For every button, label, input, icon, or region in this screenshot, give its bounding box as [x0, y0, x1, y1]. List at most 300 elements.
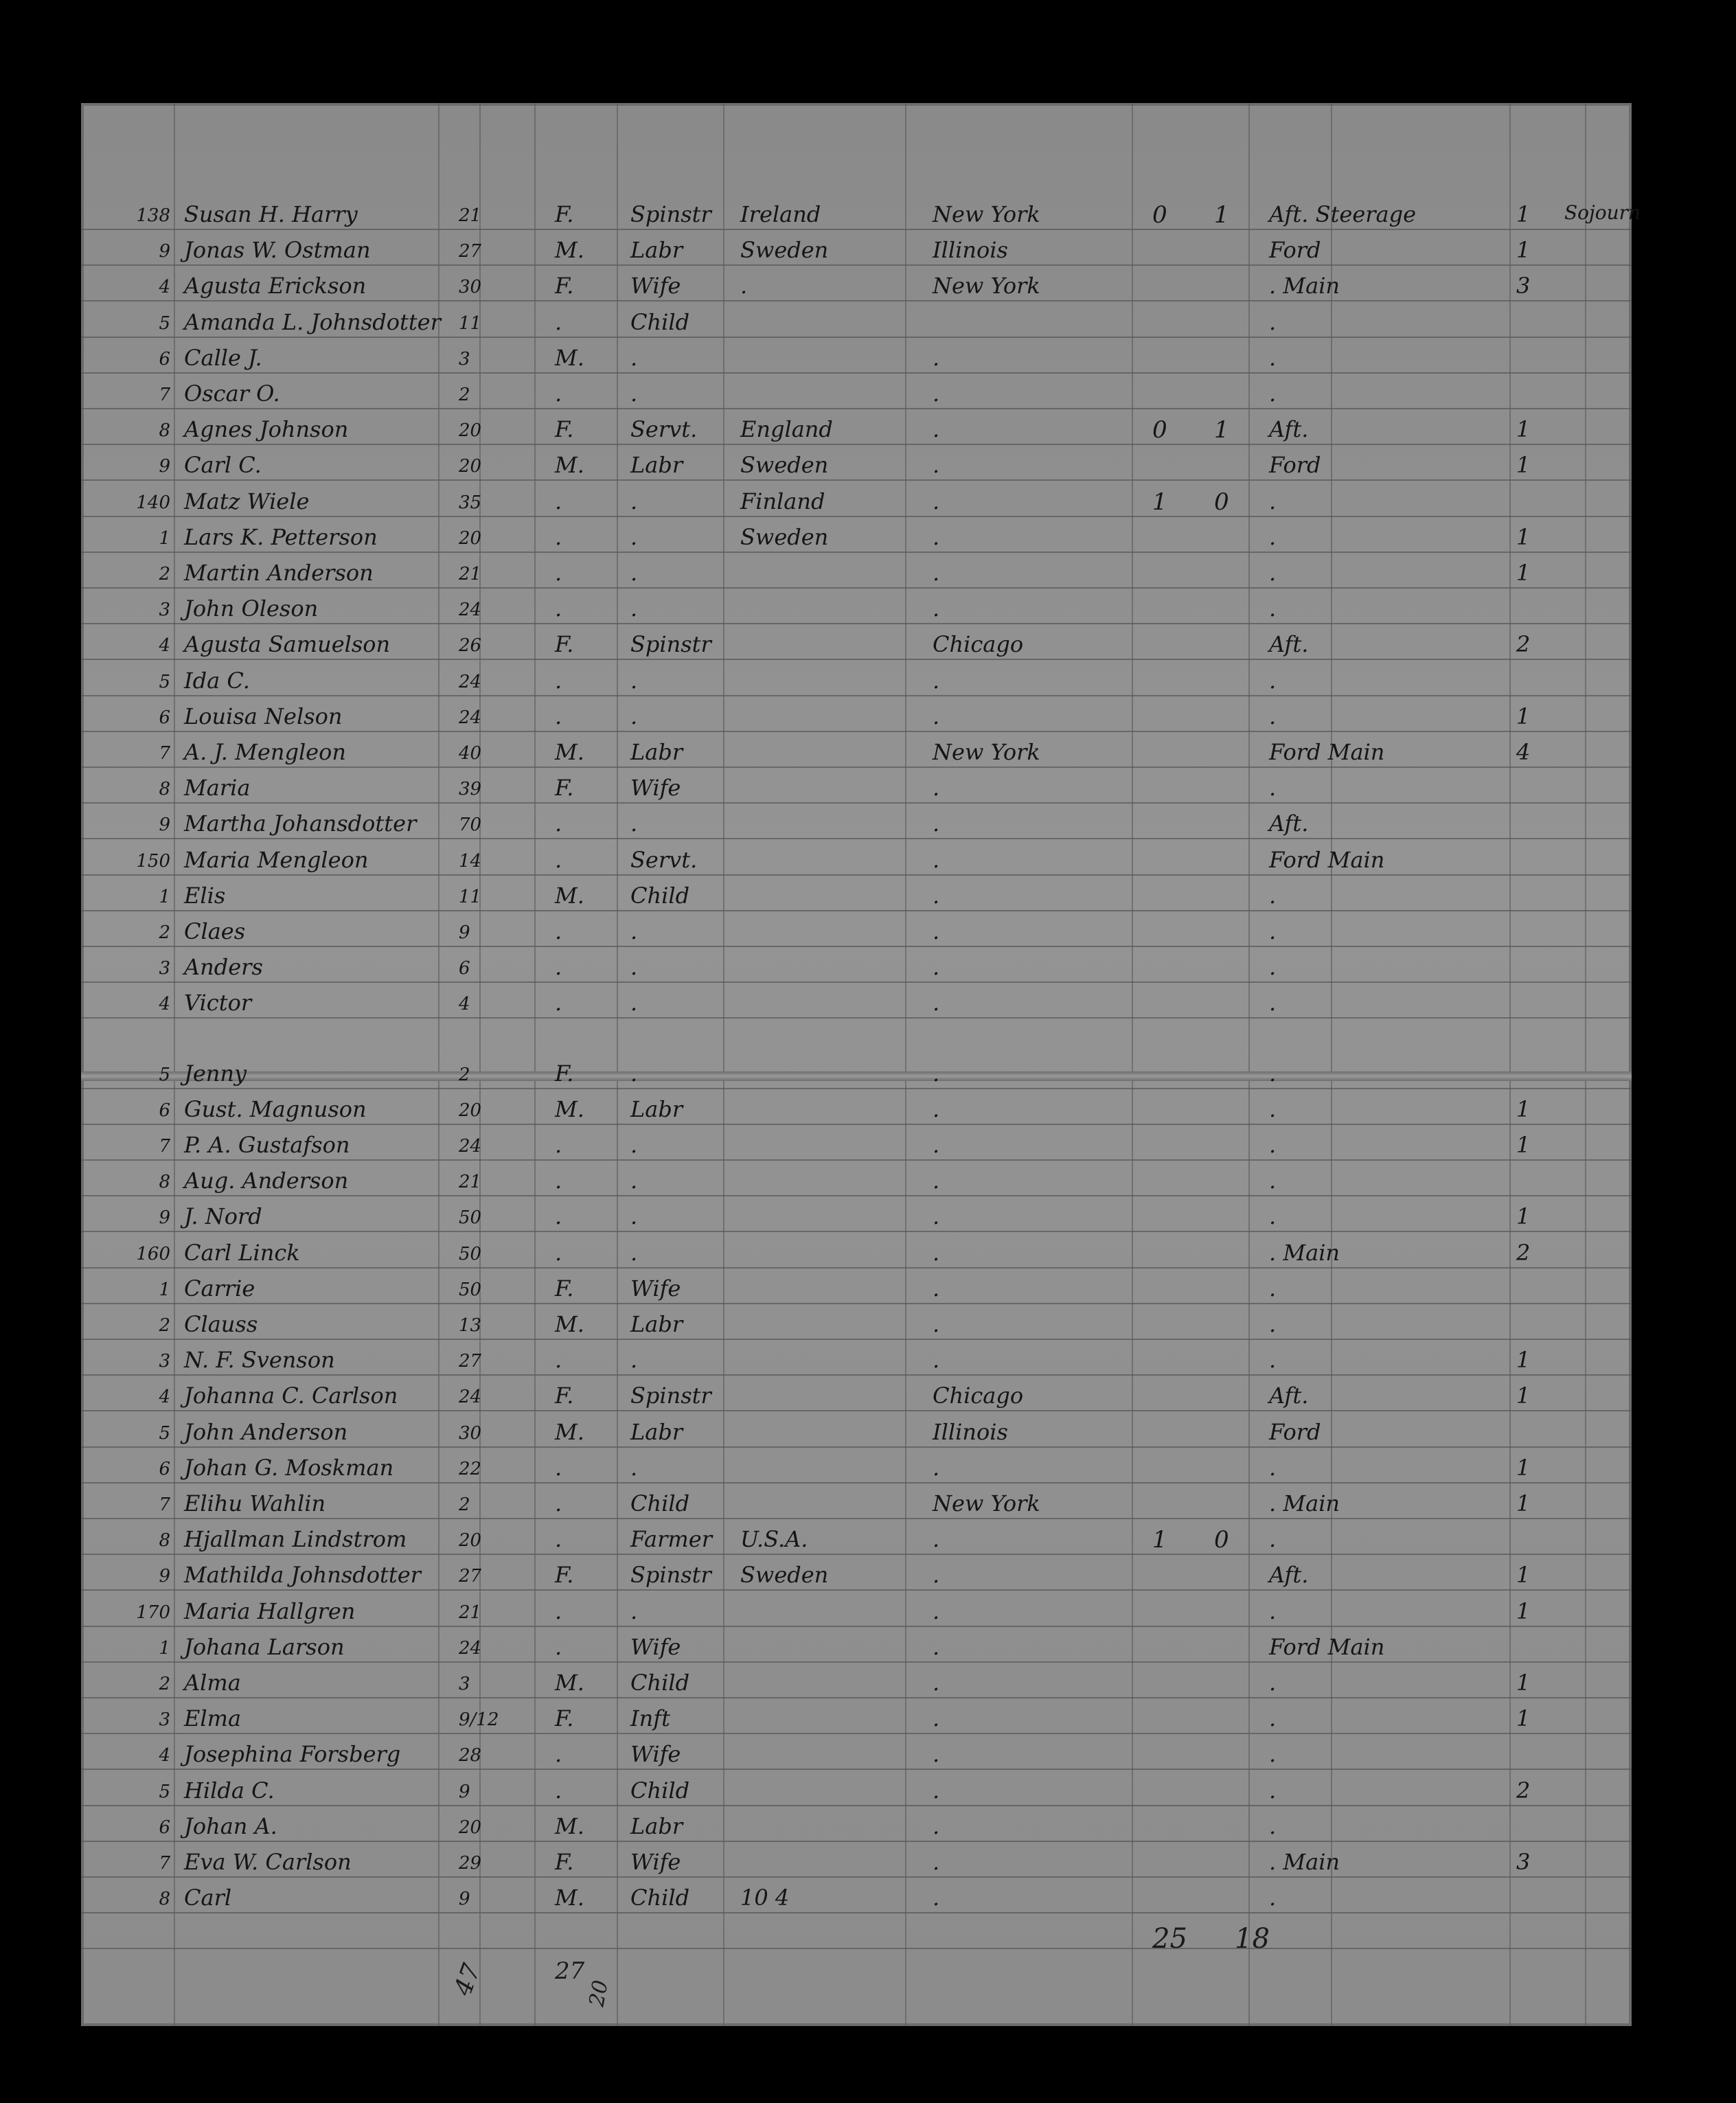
passenger-occupation: Child [630, 1670, 690, 1696]
passenger-destination: . [933, 775, 940, 802]
passenger-destination: . [933, 846, 940, 873]
margin-mark-center-b: 20 [584, 1978, 613, 2009]
passenger-destination: . [933, 918, 940, 944]
passenger-name: Jonas W. Ostman [184, 237, 371, 264]
passenger-destination: Chicago [933, 1383, 1024, 1409]
count-a: 1 [1152, 488, 1167, 516]
baggage-pieces: 3 [1516, 1849, 1531, 1875]
passenger-class: . [1269, 882, 1277, 909]
passenger-age: 24 [459, 707, 482, 728]
passenger-sex: . [555, 1777, 562, 1804]
row-number: 7 [159, 1853, 170, 1874]
passenger-occupation: Wife [630, 273, 681, 299]
passenger-sex: . [555, 1633, 562, 1660]
passenger-destination: . [933, 416, 940, 443]
passenger-class: . [1269, 1132, 1277, 1158]
passenger-occupation: . [630, 954, 638, 981]
passenger-age: 21 [459, 205, 482, 226]
passenger-class: . [1269, 1203, 1277, 1230]
passenger-destination: New York [933, 739, 1040, 765]
passenger-name: Agusta Samuelson [184, 631, 391, 658]
passenger-occupation: . [630, 703, 638, 729]
row-number: 8 [159, 1172, 170, 1193]
passenger-name: Hilda C. [184, 1777, 275, 1804]
table-row [81, 196, 1641, 231]
passenger-destination: . [933, 882, 940, 909]
passenger-name: Ida C. [184, 667, 250, 694]
passenger-sex: . [555, 380, 562, 407]
passenger-class: . [1269, 560, 1277, 586]
passenger-sex: F. [555, 631, 574, 658]
passenger-class: . [1269, 1311, 1277, 1337]
passenger-destination: . [933, 1239, 940, 1266]
passenger-occupation: Labr [630, 1311, 683, 1337]
passenger-age: 20 [459, 1100, 482, 1121]
passenger-name: Anders [184, 954, 263, 981]
passenger-name: Martin Anderson [184, 560, 374, 586]
passenger-occupation: . [630, 595, 638, 622]
passenger-age: 70 [459, 815, 482, 836]
passenger-sex: F. [555, 1060, 574, 1087]
passenger-class: . [1269, 1275, 1277, 1301]
row-number: 3 [159, 1351, 170, 1372]
passenger-name: Maria Hallgren [184, 1598, 356, 1624]
passenger-class: . [1269, 1812, 1277, 1839]
passenger-occupation: Spinstr [630, 631, 711, 658]
row-number: 8 [159, 1530, 170, 1551]
passenger-sex: F. [555, 201, 574, 227]
passenger-destination: . [933, 488, 940, 514]
passenger-sex: M. [555, 739, 584, 765]
passenger-occupation: Labr [630, 452, 683, 479]
passenger-name: A. J. Mengleon [184, 739, 346, 765]
passenger-sex: F. [555, 1562, 574, 1589]
passenger-age: 27 [459, 241, 482, 262]
passenger-occupation: . [630, 523, 638, 550]
passenger-sex: . [555, 1454, 562, 1481]
passenger-class: . Main [1269, 273, 1340, 299]
row-number: 5 [159, 312, 170, 334]
passenger-destination: . [933, 1168, 940, 1194]
passenger-class: . Main [1269, 1490, 1340, 1516]
table-row [81, 1413, 1632, 1449]
passenger-sex: F. [555, 775, 574, 802]
passenger-class: . [1269, 1347, 1277, 1374]
table-row [81, 626, 1632, 661]
passenger-occupation: . [630, 488, 638, 514]
row-number: 6 [159, 348, 170, 370]
passenger-class: Aft. [1269, 810, 1309, 837]
passenger-occupation: Labr [630, 1095, 683, 1122]
passenger-name: Johan A. [184, 1812, 277, 1839]
passenger-destination: . [933, 1203, 940, 1230]
row-number: 4 [159, 277, 170, 298]
passenger-age: 28 [459, 1745, 482, 1766]
passenger-destination: . [933, 1275, 940, 1301]
passenger-age: 30 [459, 277, 482, 298]
passenger-destination: . [933, 703, 940, 729]
passenger-destination: Illinois [933, 237, 1008, 264]
passenger-name: Mathilda Johnsdotter [184, 1562, 421, 1589]
row-number: 6 [159, 707, 170, 728]
passenger-sex: . [555, 1132, 562, 1158]
row-number: 4 [159, 1745, 170, 1766]
passenger-destination: . [933, 452, 940, 479]
row-number: 7 [159, 743, 170, 764]
passenger-country: U.S.A. [740, 1526, 808, 1553]
table-row [81, 877, 1632, 913]
passenger-name: John Anderson [184, 1418, 348, 1445]
passenger-sex: . [555, 488, 562, 514]
baggage-pieces: 1 [1516, 237, 1531, 264]
passenger-destination: . [933, 1526, 940, 1553]
row-number: 3 [159, 958, 170, 979]
passenger-age: 11 [459, 886, 482, 907]
passenger-destination: . [933, 1060, 940, 1087]
table-row [81, 913, 1632, 948]
passenger-occupation: Child [630, 882, 690, 909]
row-number: 5 [159, 1781, 170, 1802]
table-row [81, 734, 1632, 769]
passenger-class: . [1269, 1095, 1277, 1122]
passenger-class: . Main [1269, 1239, 1340, 1266]
passenger-sex: . [555, 1203, 562, 1230]
passenger-destination: . [933, 1741, 940, 1768]
passenger-destination: . [933, 1705, 940, 1732]
passenger-sex: . [555, 1239, 562, 1266]
row-number: 7 [159, 1136, 170, 1157]
table-row [81, 1879, 1632, 1915]
passenger-name: Carl [184, 1885, 232, 1911]
table-row [81, 1306, 1632, 1341]
passenger-sex: . [555, 918, 562, 944]
passenger-name: Aug. Anderson [184, 1168, 349, 1194]
table-row [81, 1736, 1632, 1771]
row-number: 8 [159, 1889, 170, 1910]
passenger-class: . [1269, 703, 1277, 729]
row-number: 7 [159, 1494, 170, 1515]
passenger-occupation: Inft [630, 1705, 670, 1732]
table-row [81, 590, 1632, 626]
passenger-age: 13 [459, 1315, 482, 1336]
passenger-sex: M. [555, 1670, 584, 1696]
passenger-age: 50 [459, 1279, 482, 1300]
passenger-name: Victor [184, 990, 252, 1016]
table-row [81, 519, 1632, 554]
passenger-age: 24 [459, 1136, 482, 1157]
table-row [81, 984, 1632, 1020]
passenger-destination: New York [933, 273, 1040, 299]
passenger-sex: . [555, 990, 562, 1016]
passenger-age: 24 [459, 671, 482, 692]
passenger-age: 3 [459, 1674, 470, 1694]
row-number: 4 [159, 1387, 170, 1408]
row-number: 3 [159, 1709, 170, 1731]
passenger-occupation: Spinstr [630, 1562, 711, 1589]
table-row [81, 1664, 1632, 1700]
passenger-occupation: Spinstr [630, 1383, 711, 1409]
passenger-name: Maria Mengleon [184, 846, 369, 873]
baggage-pieces: 1 [1516, 1490, 1531, 1516]
passenger-occupation: Spinstr [630, 201, 711, 227]
passenger-age: 39 [459, 779, 482, 800]
passenger-occupation: . [630, 1060, 638, 1087]
passenger-age: 2 [459, 1064, 470, 1085]
passenger-destination: . [933, 1885, 940, 1911]
row-number: 140 [136, 492, 170, 513]
count-b: 0 [1214, 1526, 1229, 1554]
passenger-name: Josephina Forsberg [184, 1741, 401, 1768]
passenger-occupation: Wife [630, 1275, 681, 1301]
passenger-sex: F. [555, 1849, 574, 1875]
passenger-destination: . [933, 1095, 940, 1122]
table-row [81, 1843, 1632, 1879]
baggage-pieces: 3 [1516, 273, 1531, 299]
passenger-destination: . [933, 1633, 940, 1660]
passenger-age: 24 [459, 1637, 482, 1659]
table-row [81, 231, 1632, 267]
passenger-sex: . [555, 1598, 562, 1624]
passenger-occupation: Wife [630, 1633, 681, 1660]
passenger-name: Carrie [184, 1275, 255, 1301]
passenger-sex: M. [555, 1812, 584, 1839]
passenger-sex: M. [555, 1418, 584, 1445]
row-number: 150 [136, 850, 170, 872]
passenger-name: Elihu Wahlin [184, 1490, 326, 1516]
passenger-destination: Illinois [933, 1418, 1008, 1445]
passenger-age: 4 [459, 994, 470, 1015]
passenger-occupation: . [630, 380, 638, 407]
passenger-age: 35 [459, 492, 482, 513]
passenger-destination: . [933, 990, 940, 1016]
row-number: 1 [159, 886, 170, 907]
passenger-occupation: . [630, 1203, 638, 1230]
count-b: 1 [1214, 201, 1229, 229]
passenger-destination: . [933, 954, 940, 981]
passenger-class: . [1269, 523, 1277, 550]
passenger-class: . [1269, 1777, 1277, 1804]
passenger-class: . [1269, 1598, 1277, 1624]
table-row [81, 1485, 1632, 1521]
baggage-pieces: 2 [1516, 631, 1531, 658]
table-row [81, 1808, 1632, 1843]
passenger-name: Clauss [184, 1311, 258, 1337]
table-row [81, 948, 1632, 984]
row-number: 5 [159, 1422, 170, 1444]
table-row [81, 662, 1632, 698]
row-number: 9 [159, 241, 170, 262]
table-row [81, 841, 1632, 877]
table-row [81, 375, 1632, 411]
passenger-name: P. A. Gustafson [184, 1132, 350, 1158]
passenger-class: Ford [1269, 1418, 1321, 1445]
row-number: 8 [159, 779, 170, 800]
passenger-sex: M. [555, 1311, 584, 1337]
row-number: 1 [159, 527, 170, 549]
table-row [81, 1270, 1632, 1306]
passenger-name: Johana Larson [184, 1633, 345, 1660]
passenger-name: Claes [184, 918, 246, 944]
passenger-name: Agusta Erickson [184, 273, 367, 299]
passenger-destination: . [933, 1849, 940, 1875]
passenger-name: Louisa Nelson [184, 703, 343, 729]
passenger-age: 9 [459, 922, 470, 943]
row-number: 170 [136, 1602, 170, 1623]
passenger-class: . [1269, 380, 1277, 407]
passenger-country: Sweden [740, 1562, 829, 1589]
passenger-name: John Oleson [184, 595, 319, 622]
passenger-sex: . [555, 846, 562, 873]
table-row [81, 483, 1632, 519]
passenger-destination: . [933, 810, 940, 837]
passenger-destination: . [933, 667, 940, 694]
table-row [81, 1556, 1632, 1592]
passenger-class: Ford [1269, 237, 1321, 264]
passenger-name: Alma [184, 1670, 241, 1696]
passenger-sex: . [555, 810, 562, 837]
passenger-destination: . [933, 1132, 940, 1158]
table-row [81, 267, 1632, 303]
passenger-destination: . [933, 1777, 940, 1804]
passenger-occupation: Servt. [630, 846, 698, 873]
passenger-age: 30 [459, 1422, 482, 1444]
passenger-name: N. F. Svenson [184, 1347, 335, 1374]
passenger-country: Finland [740, 488, 825, 514]
passenger-sex: F. [555, 1275, 574, 1301]
passenger-name: Carl Linck [184, 1239, 300, 1266]
passenger-destination: . [933, 1347, 940, 1374]
table-row [81, 769, 1632, 805]
passenger-sex: M. [555, 1885, 584, 1911]
count-b: 0 [1214, 488, 1229, 516]
passenger-age: 50 [459, 1207, 482, 1229]
passenger-class: Ford Main [1269, 846, 1385, 873]
passenger-occupation: . [630, 918, 638, 944]
passenger-destination: . [933, 1598, 940, 1624]
baggage-pieces: 1 [1516, 1383, 1531, 1409]
passenger-class: Aft. [1269, 631, 1309, 658]
passenger-country: Ireland [740, 201, 821, 227]
passenger-occupation: . [630, 560, 638, 586]
passenger-class: . [1269, 1670, 1277, 1696]
row-number: 9 [159, 1566, 170, 1587]
passenger-occupation: . [630, 990, 638, 1016]
passenger-occupation: . [630, 1598, 638, 1624]
table-row [81, 1772, 1632, 1808]
passenger-sex: . [555, 1526, 562, 1553]
passenger-class: . [1269, 595, 1277, 622]
passenger-occupation: Child [630, 1885, 690, 1911]
passenger-sex: M. [555, 1095, 584, 1122]
passenger-destination: Chicago [933, 631, 1024, 658]
passenger-name: Oscar O. [184, 380, 280, 407]
passenger-age: 20 [459, 1530, 482, 1551]
table-row [81, 1198, 1632, 1234]
passenger-age: 24 [459, 1387, 482, 1408]
passenger-occupation: Labr [630, 739, 683, 765]
table-row [81, 1700, 1632, 1736]
table-row [81, 805, 1632, 841]
baggage-pieces: 1 [1516, 523, 1531, 550]
passenger-age: 24 [459, 600, 482, 621]
passenger-sex: . [555, 1741, 562, 1768]
baggage-pieces: 1 [1516, 1562, 1531, 1589]
passenger-occupation: . [630, 1454, 638, 1481]
passenger-destination: . [933, 523, 940, 550]
passenger-destination: . [933, 1562, 940, 1589]
passenger-name: Johanna C. Carlson [184, 1383, 398, 1409]
passenger-class: Aft. [1269, 1562, 1309, 1589]
passenger-sex: M. [555, 344, 584, 371]
baggage-pieces: 1 [1516, 452, 1531, 479]
table-row [81, 1091, 1632, 1126]
table-row [81, 1341, 1632, 1377]
row-number: 4 [159, 994, 170, 1015]
passenger-age: 11 [459, 312, 482, 334]
row-number: 4 [159, 635, 170, 657]
row-number: 5 [159, 1064, 170, 1085]
passenger-name: Elma [184, 1705, 242, 1732]
passenger-occupation: Wife [630, 775, 681, 802]
passenger-age: 26 [459, 635, 482, 657]
passenger-occupation: Child [630, 308, 690, 335]
passenger-occupation: Labr [630, 1418, 683, 1445]
passenger-age: 21 [459, 1602, 482, 1623]
passenger-sex: . [555, 1168, 562, 1194]
table-row [81, 446, 1632, 482]
passenger-age: 9/12 [459, 1709, 499, 1731]
passenger-age: 14 [459, 850, 482, 872]
passenger-age: 29 [459, 1853, 482, 1874]
row-number: 160 [136, 1243, 170, 1264]
baggage-pieces: 1 [1516, 1347, 1531, 1374]
passenger-class: . Main [1269, 1849, 1340, 1875]
baggage-pieces: 1 [1516, 1454, 1531, 1481]
passenger-occupation: Wife [630, 1741, 681, 1768]
baggage-pieces: 1 [1516, 1670, 1531, 1696]
passenger-name: Amanda L. Johnsdotter [184, 308, 441, 335]
row-number: 6 [159, 1817, 170, 1838]
passenger-country: England [740, 416, 833, 443]
passenger-sex: . [555, 1347, 562, 1374]
passenger-age: 20 [459, 1817, 482, 1838]
table-row [81, 1126, 1632, 1162]
table-row [81, 339, 1632, 375]
baggage-pieces: 1 [1516, 1705, 1531, 1732]
row-number: 3 [159, 600, 170, 621]
passenger-class: . [1269, 308, 1277, 335]
passenger-sex: . [555, 308, 562, 335]
baggage-pieces: 1 [1516, 560, 1531, 586]
passenger-sex: M. [555, 452, 584, 479]
passenger-name: Eva W. Carlson [184, 1849, 352, 1875]
passenger-occupation: Child [630, 1777, 690, 1804]
baggage-pieces: 1 [1516, 1203, 1531, 1230]
passenger-class: . [1269, 1885, 1277, 1911]
passenger-age: 21 [459, 564, 482, 584]
row-number: 2 [159, 922, 170, 943]
passenger-country: 10 4 [740, 1885, 790, 1911]
row-number: 5 [159, 671, 170, 692]
row-number: 6 [159, 1458, 170, 1479]
row-number: 2 [159, 1315, 170, 1336]
passenger-class: . [1269, 1168, 1277, 1194]
passenger-age: 2 [459, 1494, 470, 1515]
passenger-destination: . [933, 344, 940, 371]
passenger-name: Lars K. Petterson [184, 523, 378, 550]
table-row [81, 1377, 1632, 1413]
passenger-age: 50 [459, 1243, 482, 1264]
